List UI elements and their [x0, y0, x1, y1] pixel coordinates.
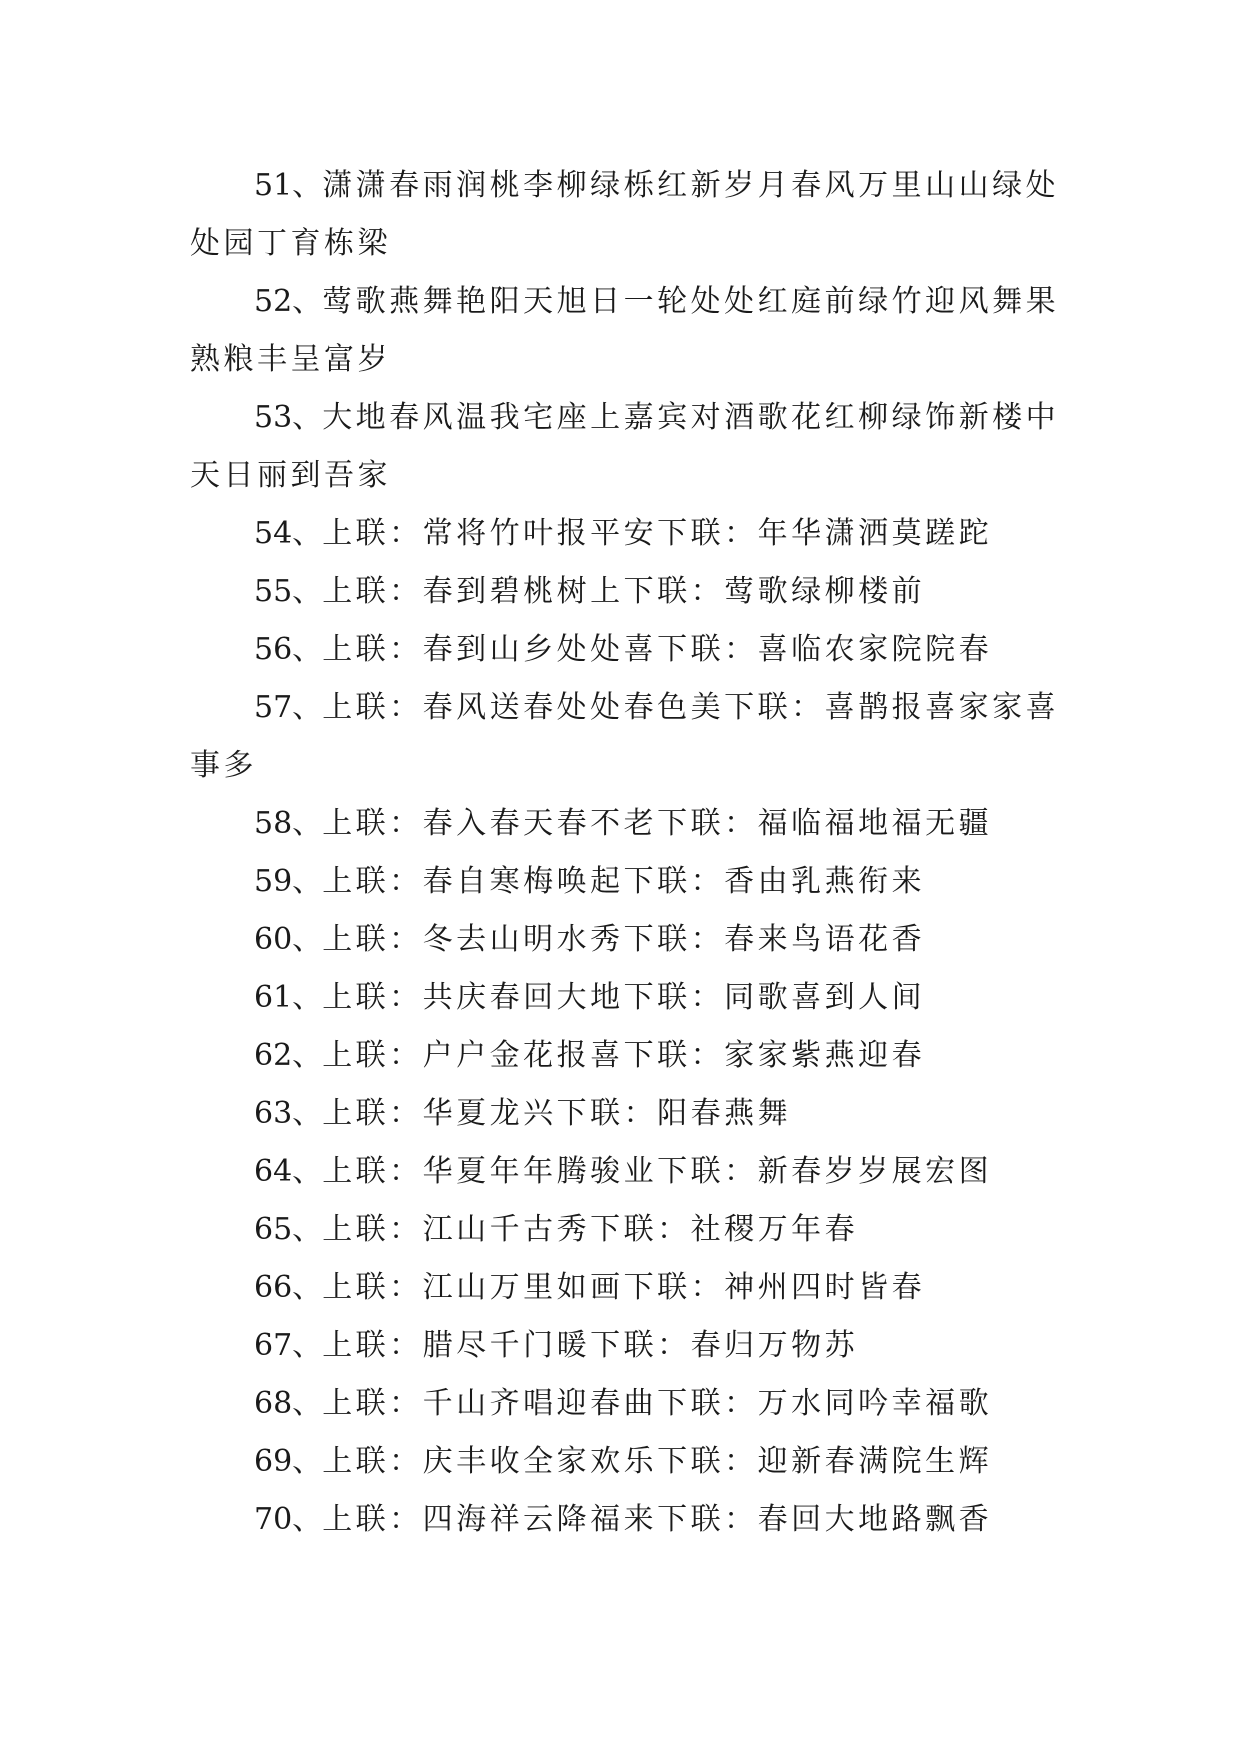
- item-text: 上联：户户金花报喜下联：家家紫燕迎春: [322, 1038, 926, 1073]
- item-number: 54、: [254, 516, 323, 551]
- list-item: [190, 795, 1060, 853]
- item-number: 58、: [254, 806, 323, 841]
- list-item: [190, 621, 1060, 679]
- item-number: 55、: [254, 574, 323, 609]
- list-item: [190, 389, 1060, 505]
- list-item: [190, 1433, 1060, 1491]
- item-number: 62、: [254, 1038, 323, 1073]
- item-number: 64、: [254, 1154, 323, 1189]
- item-number: 56、: [254, 632, 323, 667]
- list-item: [190, 1143, 1060, 1201]
- list-item: [190, 1375, 1060, 1433]
- list-item: [190, 1491, 1060, 1549]
- item-number: 61、: [254, 980, 323, 1015]
- item-text: 潇潇春雨润桃李柳绿栎红新岁月春风万里山山绿处处园丁育栋梁: [190, 168, 1060, 261]
- item-number: 60、: [254, 922, 323, 957]
- item-text: 上联：四海祥云降福来下联：春回大地路飘香: [322, 1502, 993, 1537]
- list-item: [190, 1259, 1060, 1317]
- list-item: [190, 969, 1060, 1027]
- item-text: 上联：江山万里如画下联：神州四时皆春: [322, 1270, 926, 1305]
- item-number: 57、: [254, 690, 323, 725]
- item-number: 65、: [254, 1212, 323, 1247]
- item-number: 69、: [254, 1444, 323, 1479]
- list-item: [190, 1201, 1060, 1259]
- item-text: 上联：腊尽千门暖下联：春归万物苏: [322, 1328, 859, 1363]
- item-number: 66、: [254, 1270, 323, 1305]
- item-text: 上联：春到碧桃树上下联：莺歌绿柳楼前: [322, 574, 926, 609]
- item-text: 上联：庆丰收全家欢乐下联：迎新春满院生辉: [322, 1444, 993, 1479]
- item-text: 上联：春入春天春不老下联：福临福地福无疆: [322, 806, 993, 841]
- item-number: 68、: [254, 1386, 323, 1421]
- item-number: 53、: [254, 400, 323, 435]
- item-text: 大地春风温我宅座上嘉宾对酒歌花红柳绿饰新楼中天日丽到吾家: [190, 400, 1060, 493]
- item-text: 上联：常将竹叶报平安下联：年华潇洒莫蹉跎: [322, 516, 993, 551]
- item-text: 上联：千山齐唱迎春曲下联：万水同吟幸福歌: [322, 1386, 993, 1421]
- item-text: 莺歌燕舞艳阳天旭日一轮处处红庭前绿竹迎风舞果熟粮丰呈富岁: [190, 284, 1060, 377]
- list-item: [190, 853, 1060, 911]
- list-item: [190, 273, 1060, 389]
- item-number: 67、: [254, 1328, 323, 1363]
- item-number: 51、: [254, 168, 323, 203]
- list-item: [190, 505, 1060, 563]
- item-text: 上联：华夏年年腾骏业下联：新春岁岁展宏图: [322, 1154, 993, 1189]
- list-item: [190, 679, 1060, 795]
- item-number: 63、: [254, 1096, 323, 1131]
- item-number: 52、: [254, 284, 323, 319]
- list-item: [190, 1317, 1060, 1375]
- list-item: [190, 157, 1060, 273]
- list-item: [190, 1085, 1060, 1143]
- item-number: 59、: [254, 864, 323, 899]
- item-text: 上联：华夏龙兴下联：阳春燕舞: [322, 1096, 792, 1131]
- couplet-list: [190, 157, 1060, 1549]
- item-text: 上联：春风送春处处春色美下联：喜鹊报喜家家喜事多: [190, 690, 1060, 783]
- item-text: 上联：江山千古秀下联：社稷万年春: [322, 1212, 859, 1247]
- item-text: 上联：春到山乡处处喜下联：喜临农家院院春: [322, 632, 993, 667]
- item-text: 上联：共庆春回大地下联：同歌喜到人间: [322, 980, 926, 1015]
- list-item: [190, 911, 1060, 969]
- item-text: 上联：春自寒梅唤起下联：香由乳燕衔来: [322, 864, 926, 899]
- item-number: 70、: [254, 1502, 323, 1537]
- list-item: [190, 563, 1060, 621]
- item-text: 上联：冬去山明水秀下联：春来鸟语花香: [322, 922, 926, 957]
- list-item: [190, 1027, 1060, 1085]
